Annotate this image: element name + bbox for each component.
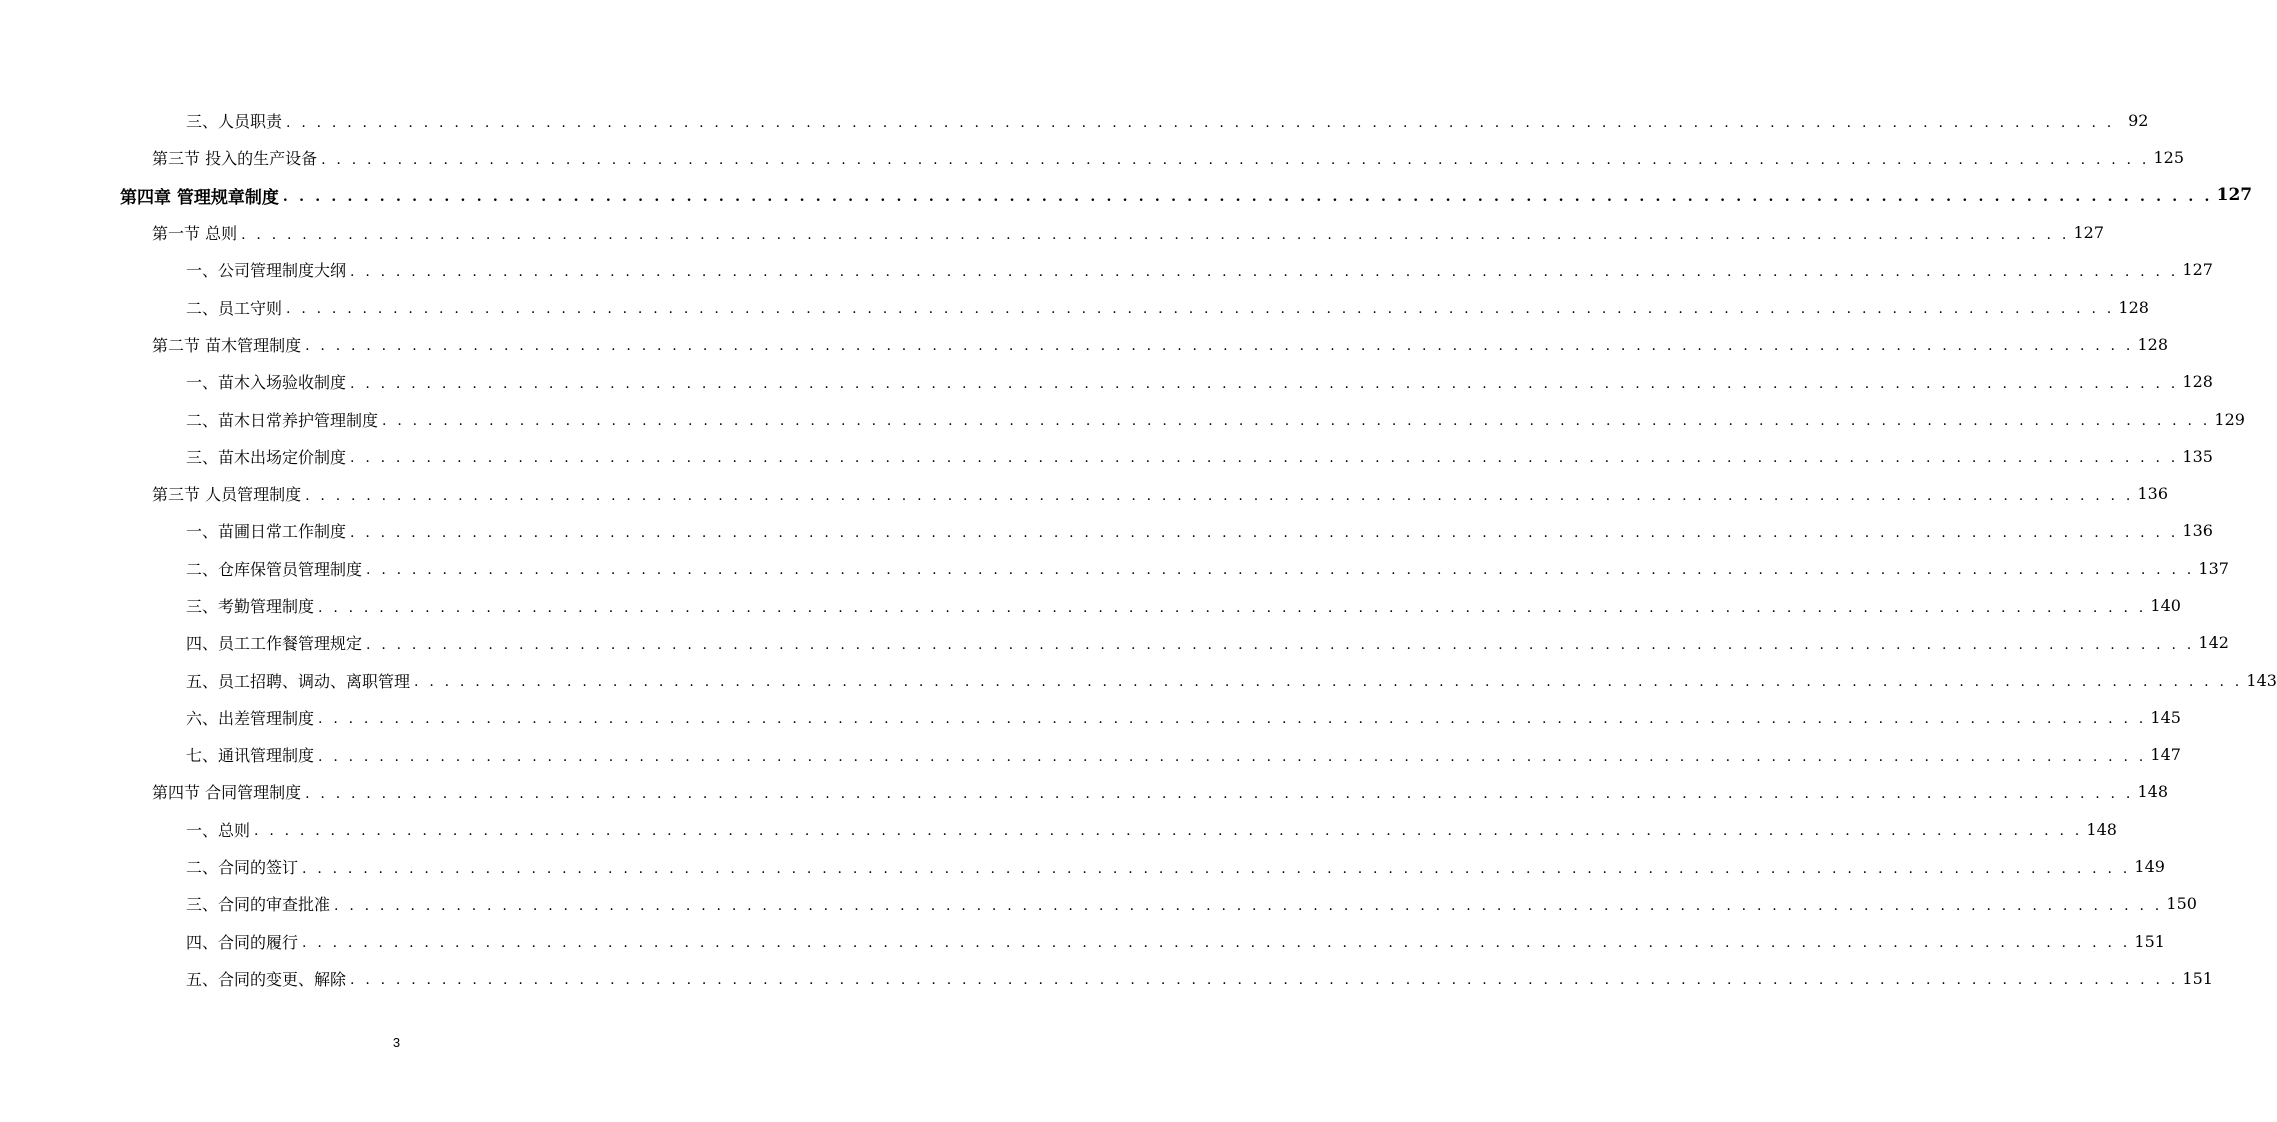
- toc-entry-label: 三、苗木出场定价制度: [186, 445, 350, 468]
- toc-leader-dots: . . . . . . . . . . . . . . . . . . . . . . . . . . . . . . . . . . . . . . . . . . . . . . . . . . . . . . . . . . . . . . . . . . . . . . . . . . . . . . . . . . . . . . . . . . . . . . . . . . . . . . . . . . . . . . . . . . . . . . . .: [350, 450, 2179, 467]
- toc-entry-item[interactable]: [0, 699, 2181, 736]
- toc-entry-label: 第四章 管理规章制度: [120, 183, 283, 208]
- toc-entry-label: 二、苗木日常养护管理制度: [186, 408, 382, 431]
- toc-entry-page-number: 148: [2086, 819, 2117, 839]
- toc-entry-label: 四、合同的履行: [186, 930, 302, 953]
- toc-entry-label: 一、总则: [186, 818, 254, 841]
- toc-entry-item[interactable]: [0, 587, 2181, 624]
- toc-entry-page-number: 127: [2182, 260, 2213, 280]
- toc-leader-dots: . . . . . . . . . . . . . . . . . . . . . . . . . . . . . . . . . . . . . . . . . . . . . . . . . . . . . . . . . . . . . . . . . . . . . . . . . . . . . . . . . . . . . . . . . . . . . . . . . . . . . . . . . . . . . . . . . . . . . . . .: [241, 226, 2070, 243]
- table-of-contents: [0, 102, 2277, 997]
- toc-entry-label: 第三节 投入的生产设备: [152, 146, 321, 169]
- toc-leader-dots: . . . . . . . . . . . . . . . . . . . . . . . . . . . . . . . . . . . . . . . . . . . . . . . . . . . . . . . . . . . . . . . . . . . . . . . . . . . . . . . . . . . . . . . . . . . . . . . . . . . . . . . . . . . . . . . . . . . . . . . .: [350, 524, 2179, 541]
- toc-entry-page-number: 125: [2153, 148, 2185, 168]
- toc-entry-item[interactable]: [0, 960, 2213, 997]
- toc-entry-section[interactable]: [0, 773, 2169, 810]
- toc-leader-dots: . . . . . . . . . . . . . . . . . . . . . . . . . . . . . . . . . . . . . . . . . . . . . . . . . . . . . . . . . . . . . . . . . . . . . . . . . . . . . . . . . . . . . . . . . . . . . . . . . . . . . . . . . . . . . . . . . . . . . . . .: [286, 301, 2115, 318]
- toc-leader-dots: . . . . . . . . . . . . . . . . . . . . . . . . . . . . . . . . . . . . . . . . . . . . . . . . . . . . . . . . . . . . . . . . . . . . . . . . . . . . . . . . . . . . . . . . . . . . . . . . . . . . . . . . . . . . . . . . . . . . . . . .: [350, 263, 2179, 280]
- toc-leader-dots: . . . . . . . . . . . . . . . . . . . . . . . . . . . . . . . . . . . . . . . . . . . . . . . . . . . . . . . . . . . . . . . . . . . . . . . . . . . . . . . . . . . . . . . . . . . . . . . . . . . . . . . . . . . . . . . . . . . . . . . .: [350, 375, 2179, 392]
- toc-entry-page-number: 127: [2073, 223, 2105, 243]
- toc-entry-page-number: 147: [2150, 745, 2181, 765]
- toc-entry-item[interactable]: [0, 438, 2213, 475]
- toc-leader-dots: . . . . . . . . . . . . . . . . . . . . . . . . . . . . . . . . . . . . . . . . . . . . . . . . . . . . . . . . . . . . . . . . . . . . . . . . . . . . . . . . . . . . . . . . . . . . . . . . . . . . . . . . . . . . . . . . . . . . . . . .: [350, 972, 2179, 989]
- toc-entry-section[interactable]: [0, 326, 2169, 363]
- toc-entry-page-number: 151: [2134, 931, 2165, 951]
- toc-leader-dots: . . . . . . . . . . . . . . . . . . . . . . . . . . . . . . . . . . . . . . . . . . . . . . . . . . . . . . . . . . . . . . . . . . . . . . . . . . . . . . . . . . . . . . . . . . . . . . . . . . . . . . . . . . . . . . . . . . . . . . . .: [282, 189, 2213, 206]
- toc-entry-page-number: 128: [2182, 372, 2213, 392]
- toc-leader-dots: . . . . . . . . . . . . . . . . . . . . . . . . . . . . . . . . . . . . . . . . . . . . . . . . . . . . . . . . . . . . . . . . . . . . . . . . . . . . . . . . . . . . . . . . . . . . . . . . . . . . . . . . . . . . . . . . . . . . . . . .: [318, 711, 2147, 728]
- toc-entry-label: 二、合同的签订: [186, 855, 302, 878]
- toc-leader-dots: . . . . . . . . . . . . . . . . . . . . . . . . . . . . . . . . . . . . . . . . . . . . . . . . . . . . . . . . . . . . . . . . . . . . . . . . . . . . . . . . . . . . . . . . . . . . . . . . . . . . . . . . . . . . . . . . . . . . . . . .: [318, 748, 2147, 765]
- toc-entry-label: 三、考勤管理制度: [186, 594, 318, 617]
- page-number: 3: [392, 1035, 401, 1050]
- toc-entry-label: 一、苗木入场验收制度: [186, 370, 350, 393]
- toc-entry-page-number: 142: [2198, 633, 2229, 653]
- toc-entry-section[interactable]: [0, 475, 2169, 512]
- toc-entry-chapter[interactable]: [0, 177, 2253, 214]
- toc-entry-page-number: 137: [2198, 558, 2229, 578]
- toc-entry-item[interactable]: [0, 400, 2245, 437]
- toc-entry-page-number: 128: [2137, 334, 2169, 354]
- toc-entry-page-number: 150: [2166, 894, 2197, 914]
- toc-entry-item[interactable]: [0, 624, 2229, 661]
- toc-entry-page-number: 151: [2182, 968, 2213, 988]
- toc-entry-item[interactable]: [0, 811, 2117, 848]
- toc-entry-page-number: 140: [2150, 596, 2181, 615]
- toc-entry-page-number: 136: [2182, 521, 2213, 541]
- toc-entry-label: 五、员工招聘、调动、离职管理: [186, 669, 414, 692]
- toc-entry-page-number: 149: [2134, 857, 2165, 877]
- toc-leader-dots: . . . . . . . . . . . . . . . . . . . . . . . . . . . . . . . . . . . . . . . . . . . . . . . . . . . . . . . . . . . . . . . . . . . . . . . . . . . . . . . . . . . . . . . . . . . . . . . . . . . . . . . . . . . . . . . . . . . . . . . .: [254, 823, 2083, 840]
- toc-leader-dots: . . . . . . . . . . . . . . . . . . . . . . . . . . . . . . . . . . . . . . . . . . . . . . . . . . . . . . . . . . . . . . . . . . . . . . . . . . . . . . . . . . . . . . . . . . . . . . . . . . . . . . . . . . . . . . . . . . . . . . . .: [302, 860, 2131, 877]
- toc-leader-dots: . . . . . . . . . . . . . . . . . . . . . . . . . . . . . . . . . . . . . . . . . . . . . . . . . . . . . . . . . . . . . . . . . . . . . . . . . . . . . . . . . . . . . . . . . . . . . . . . . . . . . . . . . . . . . . . . . . . . . . . .: [305, 338, 2134, 355]
- toc-entry-label: 第一节 总则: [152, 221, 241, 244]
- toc-entry-label: 四、员工工作餐管理规定: [186, 631, 366, 654]
- toc-entry-item[interactable]: [0, 550, 2229, 587]
- toc-entry-section[interactable]: [0, 214, 2105, 251]
- toc-leader-dots: . . . . . . . . . . . . . . . . . . . . . . . . . . . . . . . . . . . . . . . . . . . . . . . . . . . . . . . . . . . . . . . . . . . . . . . . . . . . . . . . . . . . . . . . . . . . . . . . . . . . . . . . . . . . . . . . . . . . . . . .: [286, 114, 2115, 131]
- toc-entry-label: 三、合同的审查批准: [186, 892, 334, 915]
- toc-entry-page-number: 143: [2246, 670, 2277, 690]
- toc-entry-label: 第四节 合同管理制度: [152, 780, 305, 803]
- toc-entry-label: 二、仓库保管员管理制度: [186, 557, 366, 580]
- toc-entry-section[interactable]: [0, 139, 2185, 176]
- toc-entry-item[interactable]: [0, 251, 2213, 288]
- toc-leader-dots: . . . . . . . . . . . . . . . . . . . . . . . . . . . . . . . . . . . . . . . . . . . . . . . . . . . . . . . . . . . . . . . . . . . . . . . . . . . . . . . . . . . . . . . . . . . . . . . . . . . . . . . . . . . . . . . . . . . . . . . .: [366, 636, 2195, 653]
- toc-entry-label: 二、员工守则: [186, 296, 286, 319]
- toc-entry-item[interactable]: [0, 848, 2165, 885]
- toc-entry-item[interactable]: [0, 288, 2149, 325]
- toc-entry-label: 第三节 人员管理制度: [152, 482, 305, 505]
- toc-leader-dots: . . . . . . . . . . . . . . . . . . . . . . . . . . . . . . . . . . . . . . . . . . . . . . . . . . . . . . . . . . . . . . . . . . . . . . . . . . . . . . . . . . . . . . . . . . . . . . . . . . . . . . . . . . . . . . . . . . . . . . . .: [305, 785, 2134, 802]
- toc-entry-page-number: 92: [2128, 111, 2149, 131]
- toc-entry-label: 一、公司管理制度大纲: [186, 258, 350, 281]
- toc-entry-item[interactable]: [0, 736, 2181, 773]
- toc-entry-page-number: 136: [2137, 484, 2169, 504]
- toc-leader-dots: . . . . . . . . . . . . . . . . . . . . . . . . . . . . . . . . . . . . . . . . . . . . . . . . . . . . . . . . . . . . . . . . . . . . . . . . . . . . . . . . . . . . . . . . . . . . . . . . . . . . . . . . . . . . . . . . . . . . . . . .: [302, 935, 2131, 952]
- toc-entry-label: 三、人员职责: [186, 109, 286, 132]
- toc-entry-page-number: 148: [2137, 782, 2169, 802]
- toc-entry-item[interactable]: [0, 661, 2277, 698]
- toc-entry-page-number: 127: [2216, 185, 2253, 206]
- toc-entry-item[interactable]: [0, 923, 2165, 960]
- toc-leader-dots: . . . . . . . . . . . . . . . . . . . . . . . . . . . . . . . . . . . . . . . . . . . . . . . . . . . . . . . . . . . . . . . . . . . . . . . . . . . . . . . . . . . . . . . . . . . . . . . . . . . . . . . . . . . . . . . . . . . . . . . .: [321, 151, 2150, 168]
- toc-entry-label: 五、合同的变更、解除: [186, 967, 350, 990]
- toc-entry-label: 一、苗圃日常工作制度: [186, 519, 350, 542]
- toc-leader-dots: . . . . . . . . . . . . . . . . . . . . . . . . . . . . . . . . . . . . . . . . . . . . . . . . . . . . . . . . . . . . . . . . . . . . . . . . . . . . . . . . . . . . . . . . . . . . . . . . . . . . . . . . . . . . . . . . . . . . . . . .: [318, 599, 2147, 616]
- toc-entry-page-number: 129: [2214, 409, 2245, 429]
- toc-entry-item[interactable]: [0, 512, 2213, 549]
- toc-entry-label: 七、通讯管理制度: [186, 743, 318, 766]
- toc-leader-dots: . . . . . . . . . . . . . . . . . . . . . . . . . . . . . . . . . . . . . . . . . . . . . . . . . . . . . . . . . . . . . . . . . . . . . . . . . . . . . . . . . . . . . . . . . . . . . . . . . . . . . . . . . . . . . . . . . . . . . . . .: [382, 413, 2211, 430]
- toc-entry-page-number: 128: [2118, 297, 2149, 317]
- toc-entry-item[interactable]: [0, 102, 2149, 139]
- toc-entry-label: 第二节 苗木管理制度: [152, 333, 305, 356]
- toc-entry-label: 六、出差管理制度: [186, 706, 318, 729]
- toc-entry-item[interactable]: [0, 885, 2197, 922]
- toc-leader-dots: . . . . . . . . . . . . . . . . . . . . . . . . . . . . . . . . . . . . . . . . . . . . . . . . . . . . . . . . . . . . . . . . . . . . . . . . . . . . . . . . . . . . . . . . . . . . . . . . . . . . . . . . . . . . . . . . . . . . . . . .: [366, 562, 2195, 579]
- toc-entry-page-number: 135: [2182, 446, 2213, 466]
- toc-leader-dots: . . . . . . . . . . . . . . . . . . . . . . . . . . . . . . . . . . . . . . . . . . . . . . . . . . . . . . . . . . . . . . . . . . . . . . . . . . . . . . . . . . . . . . . . . . . . . . . . . . . . . . . . . . . . . . . . . . . . . . . .: [414, 674, 2243, 691]
- toc-entry-item[interactable]: [0, 363, 2213, 400]
- toc-leader-dots: . . . . . . . . . . . . . . . . . . . . . . . . . . . . . . . . . . . . . . . . . . . . . . . . . . . . . . . . . . . . . . . . . . . . . . . . . . . . . . . . . . . . . . . . . . . . . . . . . . . . . . . . . . . . . . . . . . . . . . . .: [334, 897, 2163, 914]
- toc-leader-dots: . . . . . . . . . . . . . . . . . . . . . . . . . . . . . . . . . . . . . . . . . . . . . . . . . . . . . . . . . . . . . . . . . . . . . . . . . . . . . . . . . . . . . . . . . . . . . . . . . . . . . . . . . . . . . . . . . . . . . . . .: [305, 487, 2134, 504]
- toc-entry-page-number: 145: [2150, 707, 2181, 727]
